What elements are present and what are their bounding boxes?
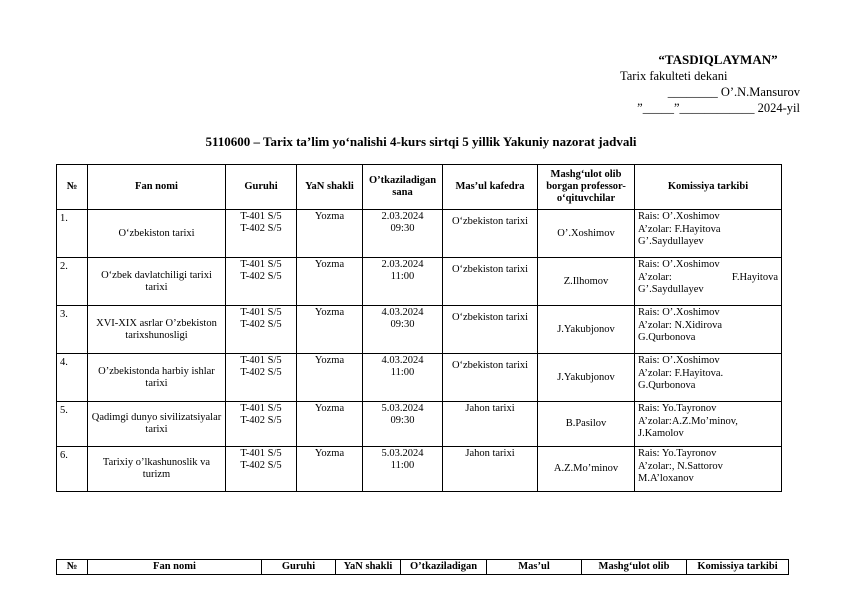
teacher-name: B.Pasilov — [538, 402, 635, 447]
date-cell — [363, 447, 443, 492]
row-number: 6. — [57, 447, 88, 492]
table-row — [57, 258, 782, 306]
table-header-row — [57, 165, 782, 210]
commission-chair: Rais: O’.Xoshimov — [638, 211, 720, 222]
date-cell — [363, 258, 443, 306]
group-label: T-402 S/5 — [240, 271, 282, 282]
teacher-name: O’.Xoshimov — [538, 210, 635, 258]
exam-form: Yozma — [297, 354, 363, 402]
row-number: 4. — [57, 354, 88, 402]
department: Jahon tarixi — [443, 402, 538, 447]
header-cell: Mashg‘ulot olib borgan professor-o‘qituvchilar — [538, 165, 635, 210]
header-cell: O’tkaziladigan — [401, 560, 487, 575]
row-number: 3. — [57, 306, 88, 354]
date-cell — [363, 210, 443, 258]
exam-time: 09:30 — [390, 223, 415, 234]
header-cell: O’tkaziladigan sana — [363, 165, 443, 210]
table-row — [57, 306, 782, 354]
teacher-name: J.Yakubjonov — [538, 306, 635, 354]
group-label: T-401 S/5 — [240, 403, 282, 414]
group-label: T-401 S/5 — [240, 259, 282, 270]
teacher-name: Z.Ilhomov — [538, 258, 635, 306]
commission-cell — [635, 447, 782, 492]
header-cell: Komissiya tarkibi — [635, 165, 782, 210]
groups-cell — [226, 354, 297, 402]
commission-cell — [635, 354, 782, 402]
department: O‘zbekiston tarixi — [443, 210, 538, 258]
table-row — [57, 210, 782, 258]
header-cell: № — [57, 165, 88, 210]
header-cell: Mashg‘ulot olib — [582, 560, 687, 575]
group-label: T-401 S/5 — [240, 448, 282, 459]
commission-chair: Rais: O’.Xoshimov — [638, 355, 720, 366]
subject-name: O‘zbekiston tarixi — [88, 210, 226, 258]
department: O‘zbekiston tarixi — [443, 354, 538, 402]
exam-form: Yozma — [297, 210, 363, 258]
table-row — [57, 354, 782, 402]
table-header-row — [57, 560, 789, 575]
commission-cell — [635, 210, 782, 258]
commission-member: G’.Saydullayev — [638, 236, 704, 247]
header-cell: Komissiya tarkibi — [687, 560, 789, 575]
commission-members: A’zolar: F.Hayitova. — [638, 367, 724, 379]
subject-name: O’zbekistonda harbiy ishlar tarixi — [88, 354, 226, 402]
dean-title: Tarix fakulteti dekani — [620, 69, 728, 83]
department: O‘zbekiston tarixi — [443, 258, 538, 306]
commission-member: G’.Saydullayev — [638, 284, 704, 295]
subject-name: Qadimgi dunyo sivilizatsiyalar tarixi — [88, 402, 226, 447]
exam-schedule-table-2 — [56, 559, 789, 575]
row-number: 5. — [57, 402, 88, 447]
group-label: T-402 S/5 — [240, 415, 282, 426]
commission-members: A’zolar: F.Hayitova — [638, 223, 721, 235]
groups-cell — [226, 258, 297, 306]
header-cell: Guruhi — [226, 165, 297, 210]
commission-member: G.Qurbonova — [638, 332, 696, 343]
approval-date: ”_____”____________ 2024-yil — [637, 101, 800, 115]
commission-chair: Rais: Yo.Tayronov — [638, 403, 717, 414]
exam-date: 5.03.2024 — [381, 448, 424, 459]
exam-time: 09:30 — [390, 319, 415, 330]
row-number: 2. — [57, 258, 88, 306]
exam-date: 4.03.2024 — [381, 355, 424, 366]
exam-date: 2.03.2024 — [381, 211, 424, 222]
group-label: T-401 S/5 — [240, 211, 282, 222]
commission-member: J.Kamolov — [638, 428, 684, 439]
header-cell: Fan nomi — [88, 165, 226, 210]
header-cell: Fan nomi — [88, 560, 262, 575]
commission-cell — [635, 306, 782, 354]
commission-members: A’zolar:A.Z.Mo’minov, — [638, 415, 738, 427]
commission-chair: Rais: O’.Xoshimov — [638, 307, 720, 318]
exam-form: Yozma — [297, 258, 363, 306]
exam-date: 2.03.2024 — [381, 259, 424, 270]
subject-name: O‘zbek davlatchiligi tarixi tarixi — [88, 258, 226, 306]
subject-name: Tarixiy o’lkashunoslik va turizm — [88, 447, 226, 492]
table-row — [57, 447, 782, 492]
commission-members: A’zolar: F.Hayitova — [638, 271, 778, 283]
groups-cell — [226, 306, 297, 354]
approval-block — [600, 52, 800, 116]
exam-form: Yozma — [297, 402, 363, 447]
groups-cell — [226, 402, 297, 447]
group-label: T-402 S/5 — [240, 223, 282, 234]
commission-cell — [635, 258, 782, 306]
exam-time: 11:00 — [390, 271, 415, 282]
header-cell: Guruhi — [262, 560, 336, 575]
exam-date: 5.03.2024 — [381, 403, 424, 414]
document-heading: 5110600 – Tarix ta’lim yo‘nalishi 4-kurs sirtqi 5 yillik Yakuniy nazorat jadvali — [205, 134, 637, 149]
approval-title: “TASDIQLAYMAN” — [658, 52, 778, 67]
commission-member: M.A’loxanov — [638, 473, 694, 484]
dean-signature: ________ O’.N.Mansurov — [667, 85, 800, 99]
teacher-name: A.Z.Mo’minov — [538, 447, 635, 492]
group-label: T-401 S/5 — [240, 307, 282, 318]
group-label: T-401 S/5 — [240, 355, 282, 366]
header-cell: YaN shakli — [297, 165, 363, 210]
exam-form: Yozma — [297, 306, 363, 354]
exam-time: 11:00 — [390, 460, 415, 471]
exam-time: 11:00 — [390, 367, 415, 378]
exam-date: 4.03.2024 — [381, 307, 424, 318]
commission-chair: Rais: O’.Xoshimov — [638, 259, 720, 270]
subject-name: XVI-XIX asrlar O’zbekiston tarixshunosligi — [88, 306, 226, 354]
department: O‘zbekiston tarixi — [443, 306, 538, 354]
department: Jahon tarixi — [443, 447, 538, 492]
date-cell — [363, 402, 443, 447]
header-cell: Mas’ul kafedra — [443, 165, 538, 210]
header-cell: № — [57, 560, 88, 575]
commission-members: A’zolar: N.Xidirova — [638, 319, 722, 331]
commission-cell — [635, 402, 782, 447]
group-label: T-402 S/5 — [240, 319, 282, 330]
group-label: T-402 S/5 — [240, 367, 282, 378]
teacher-name: J.Yakubjonov — [538, 354, 635, 402]
commission-members: A’zolar:, N.Sattorov — [638, 460, 723, 472]
commission-member: G.Qurbonova — [638, 380, 696, 391]
group-label: T-402 S/5 — [240, 460, 282, 471]
date-cell — [363, 306, 443, 354]
exam-time: 09:30 — [390, 415, 415, 426]
exam-form: Yozma — [297, 447, 363, 492]
commission-chair: Rais: Yo.Tayronov — [638, 448, 717, 459]
exam-schedule-table — [56, 164, 782, 492]
header-cell: YaN shakli — [336, 560, 401, 575]
groups-cell — [226, 210, 297, 258]
header-cell: Mas’ul — [487, 560, 582, 575]
table-row — [57, 402, 782, 447]
groups-cell — [226, 447, 297, 492]
date-cell — [363, 354, 443, 402]
row-number: 1. — [57, 210, 88, 258]
